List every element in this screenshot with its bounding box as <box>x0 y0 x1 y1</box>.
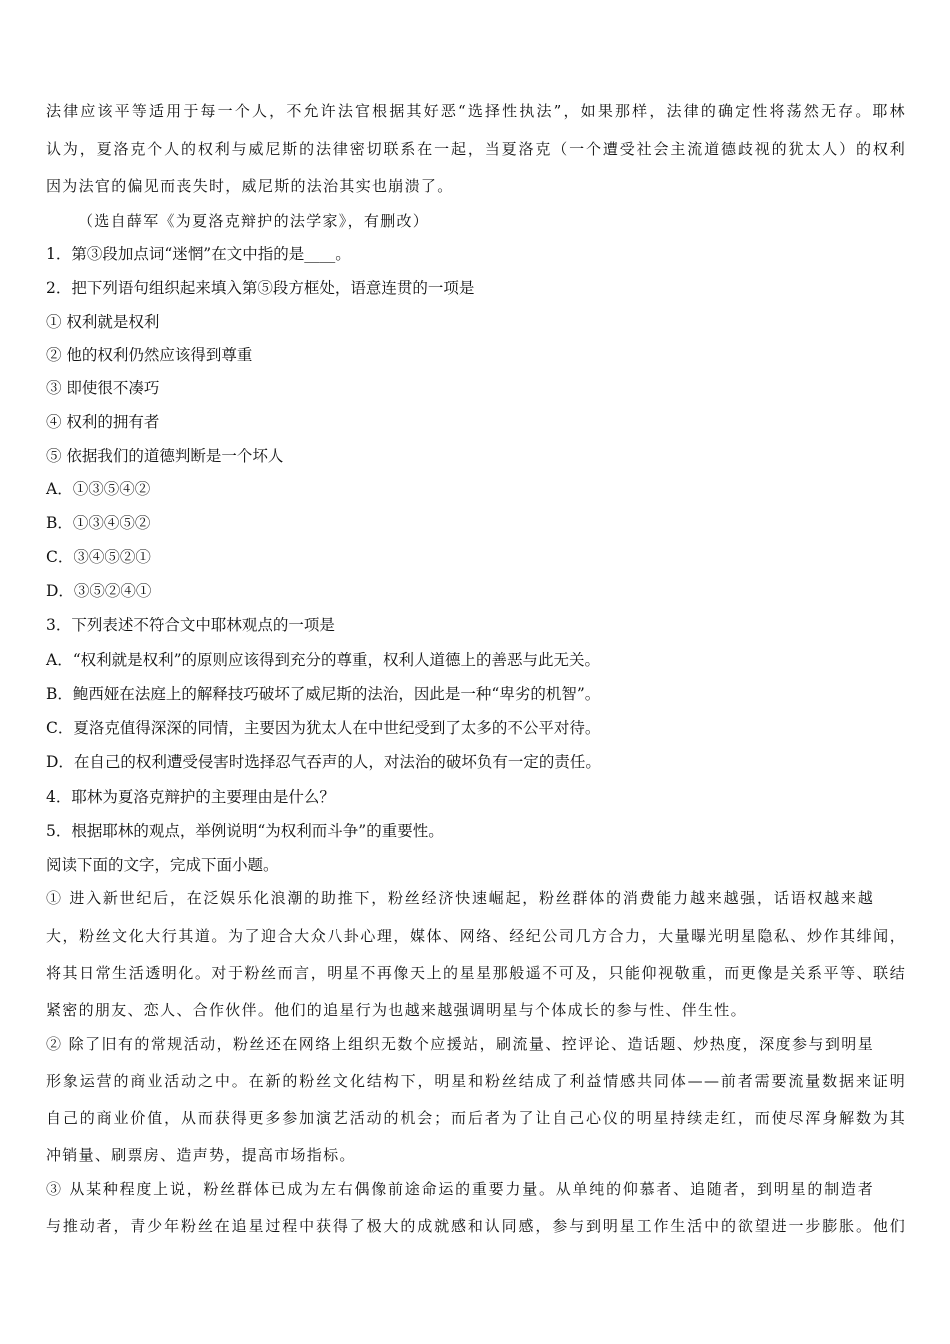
q2-item-1: ① 权利就是权利 <box>46 313 160 331</box>
q3-option-c: C．夏洛克值得深深的同情，主要因为犹太人在中世纪受到了太多的不公平对待。 <box>46 719 601 737</box>
passage-source: （选自薛军《为夏洛克辩护的法学家》，有删改） <box>78 212 430 230</box>
paragraph-2-line-1: ② 除了旧有的常规活动，粉丝还在网络上组织无数个应援站，刷流量、控评论、造话题、炒热度，深度参与到明星 <box>46 1035 874 1053</box>
question-1: 1．第③段加点词“迷惘”在文中指的是____。 <box>46 245 351 263</box>
question-4: 4．耶林为夏洛克辩护的主要理由是什么？ <box>46 788 335 806</box>
passage-end-line-1: 法律应该平等适用于每一个人，不允许法官根据其好恶“选择性执法”，如果那样，法律的确定性将荡然无存。耶林 <box>46 102 906 120</box>
q2-item-3: ③ 即使很不凑巧 <box>46 379 160 397</box>
q2-option-b: B．①③④⑤② <box>46 514 151 532</box>
paragraph-2-line-4: 冲销量、刷票房、造声势，提高市场指标。 <box>46 1146 356 1164</box>
paragraph-1-line-4: 紧密的朋友、恋人、合作伙伴。他们的追星行为也越来越强调明星与个体成长的参与性、伴生性。 <box>46 1001 747 1019</box>
q2-item-2: ② 他的权利仍然应该得到尊重 <box>46 346 253 364</box>
paragraph-1-line-3: 将其日常生活透明化。对于粉丝而言，明星不再像天上的星星那般遥不可及，只能仰视敬重，而更像是关系平等、联结 <box>46 964 906 982</box>
reading-instruction: 阅读下面的文字，完成下面小题。 <box>46 856 279 874</box>
q2-item-4: ④ 权利的拥有者 <box>46 413 160 431</box>
q2-option-c: C．③④⑤②① <box>46 548 151 566</box>
question-3: 3．下列表述不符合文中耶林观点的一项是 <box>46 616 335 634</box>
paragraph-2-line-2: 形象运营的商业活动之中。在新的粉丝文化结构下，明星和粉丝结成了利益情感共同体——前者需要流量数据来证明 <box>46 1072 906 1090</box>
paragraph-2-line-3: 自己的商业价值，从而获得更多参加演艺活动的机会；而后者为了让自己心仪的明星持续走红，而使尽浑身解数为其 <box>46 1109 906 1127</box>
passage-end-line-3: 因为法官的偏见而丧失时，威尼斯的法治其实也崩溃了。 <box>46 177 454 195</box>
q3-option-a: A．“权利就是权利”的原则应该得到充分的尊重，权利人道德上的善恶与此无关。 <box>46 651 601 669</box>
question-2: 2．把下列语句组织起来填入第⑤段方框处，语意连贯的一项是 <box>46 279 475 297</box>
question-5: 5．根据耶林的观点，举例说明“为权利而斗争”的重要性。 <box>46 822 444 840</box>
paragraph-1-line-2: 大，粉丝文化大行其道。为了迎合大众八卦心理，媒体、网络、经纪公司几方合力，大量曝光明星隐私、炒作其绯闻， <box>46 927 906 945</box>
q2-item-5: ⑤ 依据我们的道德判断是一个坏人 <box>46 447 284 465</box>
paragraph-3-line-1: ③ 从某种程度上说，粉丝群体已成为左右偶像前途命运的重要力量。从单纯的仰慕者、追随者，到明星的制造者 <box>46 1180 874 1198</box>
paragraph-1-line-1: ① 进入新世纪后，在泛娱乐化浪潮的助推下，粉丝经济快速崛起，粉丝群体的消费能力越来越强，话语权越来越 <box>46 889 874 907</box>
q3-option-b: B．鲍西娅在法庭上的解释技巧破坏了威尼斯的法治，因此是一种“卑劣的机智”。 <box>46 685 601 703</box>
q3-option-d: D．在自己的权利遭受侵害时选择忍气吞声的人，对法治的破坏负有一定的责任。 <box>46 753 601 771</box>
q2-option-a: A．①③⑤④② <box>46 480 151 498</box>
passage-end-line-2: 认为，夏洛克个人的权利与威尼斯的法律密切联系在一起，当夏洛克（一个遭受社会主流道德歧视的犹太人）的权利 <box>46 140 906 158</box>
paragraph-3-line-2: 与推动者，青少年粉丝在追星过程中获得了极大的成就感和认同感，参与到明星工作生活中的欲望进一步膨胀。他们 <box>46 1217 906 1235</box>
q2-option-d: D．③⑤②④① <box>46 582 152 600</box>
